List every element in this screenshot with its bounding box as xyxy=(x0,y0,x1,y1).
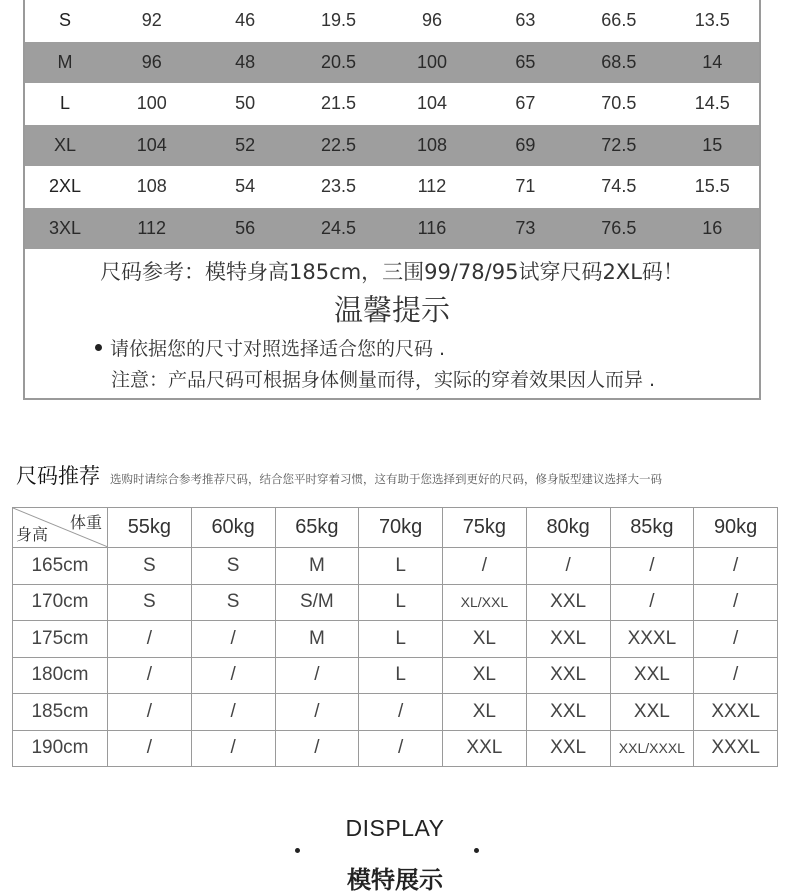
recommendation-row xyxy=(13,548,778,585)
size-label: XL xyxy=(25,125,105,167)
recommended-size: XL/XXL xyxy=(443,584,527,621)
recommended-size: S xyxy=(108,548,192,585)
height-value: 175cm xyxy=(13,621,108,658)
recommended-size: XXXL xyxy=(694,694,778,731)
size-value: 21.5 xyxy=(321,93,357,114)
size-chart-panel xyxy=(23,0,761,400)
size-row xyxy=(25,0,759,42)
recommended-size: / xyxy=(694,657,778,694)
size-value: 73 xyxy=(479,208,572,250)
size-label: M xyxy=(25,42,105,84)
recommended-size: XXL xyxy=(610,694,694,731)
weight-header: 90kg xyxy=(694,508,778,548)
recommended-size: XXL xyxy=(526,694,610,731)
size-value: 46 xyxy=(235,10,256,31)
recommended-size: / xyxy=(275,657,359,694)
recommended-size: / xyxy=(443,548,527,585)
weight-header: 80kg xyxy=(526,508,610,548)
size-row xyxy=(25,125,759,167)
size-label: 3XL xyxy=(25,208,105,250)
size-value: 108 xyxy=(136,176,167,197)
recommended-size: / xyxy=(359,694,443,731)
size-row xyxy=(25,208,759,250)
size-value: 48 xyxy=(198,42,291,84)
size-value: 112 xyxy=(417,176,447,197)
display-subtitle: 模特展示 xyxy=(347,866,443,894)
tips-title: 温馨提示 xyxy=(333,293,450,327)
size-value: 14.5 xyxy=(694,93,730,114)
recommendation-row xyxy=(13,621,778,658)
tip-line-2: 注意：产品尺码可根据身体侧量而得，实际的穿着效果因人而异 . xyxy=(111,369,656,391)
recommendation-row xyxy=(13,657,778,694)
size-value: 96 xyxy=(421,10,442,31)
recommended-size: / xyxy=(108,657,192,694)
recommended-size: S/M xyxy=(275,584,359,621)
size-value: 67 xyxy=(515,93,536,114)
recommended-size: XXXL xyxy=(610,621,694,658)
recommended-size: / xyxy=(191,657,275,694)
recommended-size: XXL xyxy=(526,657,610,694)
recommended-size: XXL/XXXL xyxy=(610,730,694,767)
size-value: 22.5 xyxy=(292,125,385,167)
size-row xyxy=(25,83,759,125)
recommendation-row xyxy=(13,730,778,767)
size-value: 96 xyxy=(105,42,198,84)
size-value: 100 xyxy=(385,42,478,84)
recommended-size: XXL xyxy=(526,621,610,658)
recommended-size: M xyxy=(275,548,359,585)
recommended-size: / xyxy=(610,548,694,585)
recommended-size: / xyxy=(191,621,275,658)
size-value: 23.5 xyxy=(321,176,357,197)
recommended-size: / xyxy=(694,584,778,621)
weight-header: 60kg xyxy=(191,508,275,548)
size-row xyxy=(25,42,759,84)
recommendation-table xyxy=(12,507,778,767)
size-value: 20.5 xyxy=(292,42,385,84)
size-value: 15.5 xyxy=(694,176,730,197)
recommended-size: / xyxy=(610,584,694,621)
recommended-size: / xyxy=(694,548,778,585)
size-label: L xyxy=(59,93,70,114)
size-value: 116 xyxy=(385,208,478,250)
recommended-size: / xyxy=(108,621,192,658)
size-value: 112 xyxy=(105,208,198,250)
tip-line-1 xyxy=(95,334,445,361)
size-value: 65 xyxy=(479,42,572,84)
recommended-size: / xyxy=(108,730,192,767)
size-value: 16 xyxy=(666,208,759,250)
size-value: 92 xyxy=(141,10,162,31)
size-value: 76.5 xyxy=(572,208,665,250)
recommended-size: / xyxy=(191,730,275,767)
height-label: 身高 xyxy=(16,525,49,544)
size-value: 50 xyxy=(235,93,256,114)
recommended-size: S xyxy=(108,584,192,621)
height-value: 180cm xyxy=(13,657,108,694)
recommended-size: / xyxy=(359,730,443,767)
recommended-size: XL xyxy=(443,621,527,658)
size-value: 72.5 xyxy=(572,125,665,167)
recommendation-note: 选购时请综合参考推荐尺码，结合您平时穿着习惯，这有助于您选择到更好的尺码，修身版型建议选择大一码 xyxy=(110,472,662,486)
size-value: 19.5 xyxy=(321,10,357,31)
recommended-size: XXL xyxy=(526,584,610,621)
weight-label: 体重 xyxy=(69,513,102,532)
size-reference-text: 尺码参考：模特身高185cm，三围99/78/95试穿尺码2XL码！ xyxy=(100,260,684,284)
recommended-size: / xyxy=(275,694,359,731)
weight-header: 85kg xyxy=(610,508,694,548)
display-title: DISPLAY xyxy=(345,815,445,841)
size-value: 71 xyxy=(515,176,536,197)
recommendation-header xyxy=(16,460,786,490)
height-value: 190cm xyxy=(13,730,108,767)
corner-cell xyxy=(13,508,108,548)
size-row xyxy=(25,166,759,208)
size-table xyxy=(25,0,759,249)
size-value: 68.5 xyxy=(572,42,665,84)
size-value: 74.5 xyxy=(601,176,637,197)
recommended-size: L xyxy=(359,548,443,585)
weight-header: 75kg xyxy=(443,508,527,548)
dot-right-icon xyxy=(474,848,479,853)
height-value: 165cm xyxy=(13,548,108,585)
recommended-size: XXL xyxy=(610,657,694,694)
size-value: 104 xyxy=(416,93,447,114)
recommendation-title: 尺码推荐 xyxy=(16,464,100,488)
size-value: 104 xyxy=(105,125,198,167)
size-value: 63 xyxy=(515,10,536,31)
weight-header: 65kg xyxy=(275,508,359,548)
size-value: 108 xyxy=(385,125,478,167)
size-label: 2XL xyxy=(48,176,82,197)
size-value: 56 xyxy=(198,208,291,250)
recommended-size: XXXL xyxy=(694,730,778,767)
tip-line-1-text: 请依据您的尺寸对照选择适合您的尺码 . xyxy=(110,338,446,360)
size-value: 69 xyxy=(479,125,572,167)
recommendation-row xyxy=(13,694,778,731)
weight-header: 70kg xyxy=(359,508,443,548)
height-value: 170cm xyxy=(13,584,108,621)
size-value: 24.5 xyxy=(292,208,385,250)
recommended-size: / xyxy=(191,694,275,731)
size-value: 15 xyxy=(666,125,759,167)
recommended-size: L xyxy=(359,621,443,658)
dot-left-icon xyxy=(295,848,300,853)
recommended-size: / xyxy=(108,694,192,731)
recommended-size: L xyxy=(359,657,443,694)
size-value: 14 xyxy=(666,42,759,84)
recommended-size: XL xyxy=(443,657,527,694)
size-value: 100 xyxy=(136,93,167,114)
recommended-size: / xyxy=(694,621,778,658)
recommended-size: XXL xyxy=(526,730,610,767)
size-value: 54 xyxy=(235,176,256,197)
size-value: 13.5 xyxy=(694,10,730,31)
size-label: S xyxy=(58,10,71,31)
recommended-size: L xyxy=(359,584,443,621)
recommended-size: S xyxy=(191,584,275,621)
recommended-size: / xyxy=(526,548,610,585)
recommended-size: XL xyxy=(443,694,527,731)
height-value: 185cm xyxy=(13,694,108,731)
recommendation-header-row xyxy=(13,508,778,548)
weight-header: 55kg xyxy=(108,508,192,548)
size-value: 70.5 xyxy=(601,93,637,114)
recommended-size: / xyxy=(275,730,359,767)
recommended-size: XXL xyxy=(443,730,527,767)
recommended-size: S xyxy=(191,548,275,585)
bullet-icon xyxy=(95,344,102,351)
size-value: 66.5 xyxy=(601,10,637,31)
recommendation-row xyxy=(13,584,778,621)
recommended-size: M xyxy=(275,621,359,658)
size-value: 52 xyxy=(198,125,291,167)
